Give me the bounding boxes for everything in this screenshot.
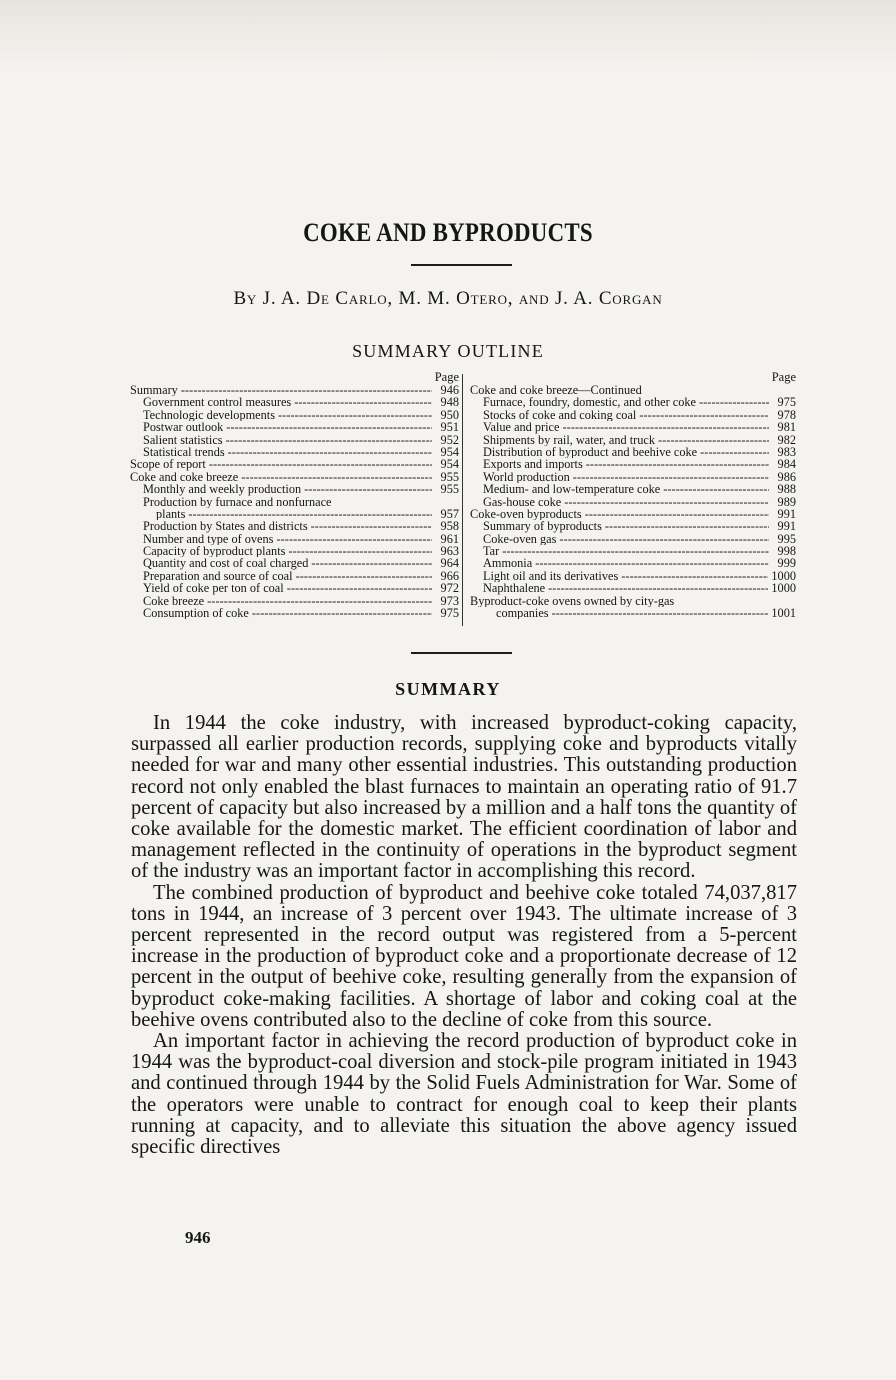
toc-entry-page: 984 [777, 457, 796, 472]
toc-entry-page: 998 [777, 544, 796, 559]
toc-entry [130, 570, 459, 582]
toc-entry-page: 961 [440, 531, 459, 546]
toc-entry-label: Statistical trends [143, 445, 225, 459]
paragraph: An important factor in achieving the record production of byproduct coke in 1944 was the byproduct-coal diversion and stock-pile program initiated in 1943 and continued through 1944 by the Solid Fuels Administration for War. Some of the operators were unable to contract for enough coal to keep their plants running at capacity, and to alleviate this situation the above agency issued specific directives [131, 1030, 797, 1159]
toc-entry-label: Coke-oven byproducts [470, 507, 582, 521]
toc-entry-label: Scope of report [130, 458, 206, 471]
toc-entry-page: 973 [440, 593, 459, 608]
toc-entry-page: 991 [777, 506, 796, 521]
toc-entry-page: 957 [440, 506, 459, 521]
toc-leader-dots [548, 582, 768, 594]
toc-entry [470, 483, 796, 495]
toc-leader-dots [226, 434, 432, 446]
toc-entry-label: Furnace, foundry, domestic, and other coke [483, 396, 696, 409]
toc-entry [470, 545, 796, 557]
toc-entry-label: Preparation and source of coal [143, 569, 293, 583]
summary-body [131, 713, 797, 1158]
outline-heading: SUMMARY OUTLINE [352, 341, 544, 361]
toc-leader-dots [535, 557, 769, 569]
toc-leader-dots [304, 483, 432, 495]
toc-entry-label: Coke breeze [143, 594, 205, 608]
toc-entry-label: Salient statistics [143, 433, 223, 446]
toc-entry-page: 975 [440, 606, 459, 621]
toc-entry-label: Government control measures [143, 396, 292, 409]
toc-entry-label: Summary of byproducts [483, 520, 602, 533]
toc-leader-dots [311, 520, 432, 532]
toc-entry [470, 533, 796, 545]
toc-entry [130, 458, 459, 470]
toc-entry-label: Production by furnace and nonfurnace [143, 495, 332, 508]
toc-entry-page: 950 [440, 407, 459, 422]
toc-entry [130, 434, 459, 446]
toc-entry-page: 946 [440, 383, 459, 397]
toc-leader-dots [228, 446, 432, 458]
toc-entry [130, 496, 459, 508]
toc-leader-dots [621, 570, 768, 582]
toc-leader-dots [573, 471, 769, 483]
toc-leader-dots [502, 545, 769, 557]
toc-page-label: Page [771, 370, 796, 384]
toc-entry-label: Value and price [483, 421, 560, 434]
toc-entry-page: 986 [777, 469, 796, 484]
toc-entry-label: Postwar outlook [143, 421, 224, 434]
toc-leader-dots [562, 421, 769, 433]
toc-entry [130, 409, 459, 421]
toc-entry-label: Coke and coke breeze [130, 470, 239, 484]
toc-entry [130, 533, 459, 545]
toc-entry [470, 570, 796, 582]
toc-leader-dots [241, 471, 432, 483]
toc-entry-label: Consumption of coke [143, 607, 249, 620]
toc-entry [470, 520, 796, 532]
toc-entry-label: Tar [483, 545, 500, 558]
toc-entry-label: Medium- and low-temperature coke [483, 483, 661, 496]
toc-entry [470, 595, 796, 607]
toc-leader-dots [276, 533, 432, 545]
toc-entry-page: 995 [777, 531, 796, 546]
toc-leader-dots [252, 607, 432, 619]
toc-entry-label: Monthly and weekly production [143, 483, 302, 496]
toc-entry-label: Exports and imports [483, 458, 583, 471]
toc-leader-dots [559, 533, 769, 545]
toc-entry-page: 951 [440, 420, 459, 435]
toc-entry-label: Distribution of byproduct and beehive coke [483, 445, 698, 459]
toc-leader-dots [296, 570, 432, 582]
toc-entry-label: Capacity of byproduct plants [143, 545, 286, 558]
toc-leader-dots [287, 582, 432, 594]
toc-right-column [470, 371, 796, 619]
toc-entry-page: 964 [440, 556, 459, 571]
toc-entry-page: 978 [777, 407, 796, 422]
toc-entry-label: Stocks of coke and coking coal [483, 408, 637, 422]
toc-divider [462, 374, 463, 626]
toc-entry-page: 988 [777, 482, 796, 497]
toc-entry [470, 471, 796, 483]
toc-entry-label: companies [496, 607, 549, 620]
toc-leader-dots [294, 396, 432, 408]
section-rule [411, 652, 512, 654]
toc-entry [470, 607, 796, 619]
toc-entry-page: 966 [440, 568, 459, 583]
toc-entry-page: 991 [777, 519, 796, 534]
toc-entry [130, 545, 459, 557]
byline: By J. A. De Carlo, M. M. Otero, and J. A. Corgan [233, 288, 663, 309]
toc-leader-dots [663, 483, 769, 495]
toc-entry-label: World production [483, 470, 570, 484]
toc-entry-page: 955 [440, 469, 459, 484]
toc-leader-dots [700, 446, 769, 458]
toc-leader-dots [564, 496, 769, 508]
toc-entry-page: 1000 [771, 568, 796, 583]
toc-entry [130, 607, 459, 619]
toc-entry [130, 508, 459, 520]
toc-entry [130, 557, 459, 569]
toc-entry-label: Light oil and its derivatives [483, 569, 619, 583]
toc-entry-label: Production by States and districts [143, 520, 308, 533]
toc-entry [130, 471, 459, 483]
toc-entry-page: 954 [440, 457, 459, 472]
toc-leader-dots [209, 458, 432, 470]
toc-entry [470, 421, 796, 433]
toc-entry-page: 989 [777, 494, 796, 509]
toc-entry-page: 972 [440, 581, 459, 596]
toc-leader-dots [605, 520, 769, 532]
toc-entry-label: Coke and coke breeze—Continued [470, 384, 642, 397]
toc-entry-page: 981 [777, 420, 796, 435]
toc-leader-dots [226, 421, 432, 433]
toc-entry [470, 557, 796, 569]
toc-entry [470, 508, 796, 520]
toc-entry-label: Summary [130, 384, 178, 397]
toc-entry [130, 582, 459, 594]
toc-entry [130, 520, 459, 532]
toc-entry-label: Number and type of ovens [143, 532, 274, 546]
toc-entry-page: 983 [777, 444, 796, 459]
toc-entry-label: Byproduct-coke ovens owned by city-gas [470, 594, 675, 608]
toc-entry [470, 458, 796, 470]
paragraph: The combined production of byproduct and beehive coke totaled 74,037,817 tons in 1944, an increase of 3 percent over 1943. The ultimate increase of 3 percent represented in the record output was registered from a 5-percent increase in the production of byproduct coke and a proportionate decrease of 12 percent in the output of beehive coke, resulting generally from the expansion of byproduct coke-making facilities. A shortage of labor and coking coal at the beehive ovens contributed also to the decline of coke from this source. [131, 881, 797, 1031]
toc-leader-dots [288, 545, 432, 557]
toc-leader-dots [658, 434, 769, 446]
toc-entry-label: Ammonia [483, 557, 533, 570]
toc-entry-label: plants [156, 507, 186, 521]
paragraph: In 1944 the coke industry, with increased byproduct-coking capacity, surpassed all earlier production records, supplying coke and byproducts vitally needed for war and many other essential industries. This outstanding production record not only enabled the blast furnaces to maintain an operating ratio of 91.7 percent of capacity but also increased by a million and a half tons the quantity of coke available for the domestic market. The efficient coordination of labor and management reflected in the continuity of operations in the byproduct segment of the industry was an important factor in accomplishing this record. [131, 712, 797, 883]
toc-entry-label: Coke-oven gas [483, 532, 557, 546]
toc-entry-page: 963 [440, 544, 459, 559]
toc-entry-page: 1000 [771, 581, 796, 596]
toc-entry-page: 958 [440, 519, 459, 534]
toc-leader-dots [207, 595, 432, 607]
toc-entry [470, 582, 796, 594]
toc-entry-label: Yield of coke per ton of coal [143, 582, 284, 595]
toc-leader-dots [552, 607, 769, 619]
toc-entry-label: Quantity and cost of coal charged [143, 557, 309, 570]
toc-leader-dots [181, 384, 432, 396]
toc-entry [130, 421, 459, 433]
toc-entry-page: 982 [777, 432, 796, 447]
toc-entry [470, 409, 796, 421]
toc-leader-dots [639, 409, 769, 421]
toc-entry [130, 483, 459, 495]
toc-leader-dots [188, 508, 432, 520]
toc-entry [470, 396, 796, 408]
toc-entry-label: Naphthalene [483, 582, 546, 595]
summary-heading: SUMMARY [395, 679, 501, 699]
toc-entry [470, 384, 796, 396]
toc-entry [130, 396, 459, 408]
title-rule [411, 264, 512, 266]
toc-entry-label: Shipments by rail, water, and truck [483, 433, 655, 446]
toc-entry-page: 975 [777, 395, 796, 410]
toc-entry [470, 496, 796, 508]
toc-entry [470, 434, 796, 446]
toc-entry [130, 446, 459, 458]
toc-entry-page: 1001 [771, 606, 796, 621]
toc-page-label: Page [434, 370, 459, 384]
toc-leader-dots [586, 458, 769, 470]
toc-entry [470, 446, 796, 458]
toc-entry [130, 384, 459, 396]
toc-entry-page: 999 [777, 556, 796, 571]
toc-leader-dots [278, 409, 432, 421]
toc-entry-page: 955 [440, 482, 459, 497]
toc-leader-dots [699, 396, 769, 408]
toc-entry [130, 595, 459, 607]
scan-border [0, 0, 896, 70]
toc-entry-label: Technologic developments [143, 408, 275, 422]
toc-leader-dots [585, 508, 769, 520]
toc-entry-page: 948 [440, 395, 459, 410]
toc-entry-page: 952 [440, 432, 459, 447]
toc-left-column [130, 371, 459, 619]
page-number: 946 [185, 1228, 211, 1247]
toc-leader-dots [311, 557, 432, 569]
page-title: COKE AND BYPRODUCTS [303, 218, 593, 247]
toc-entry-label: Gas-house coke [483, 495, 562, 508]
toc-entry-page: 954 [440, 444, 459, 459]
